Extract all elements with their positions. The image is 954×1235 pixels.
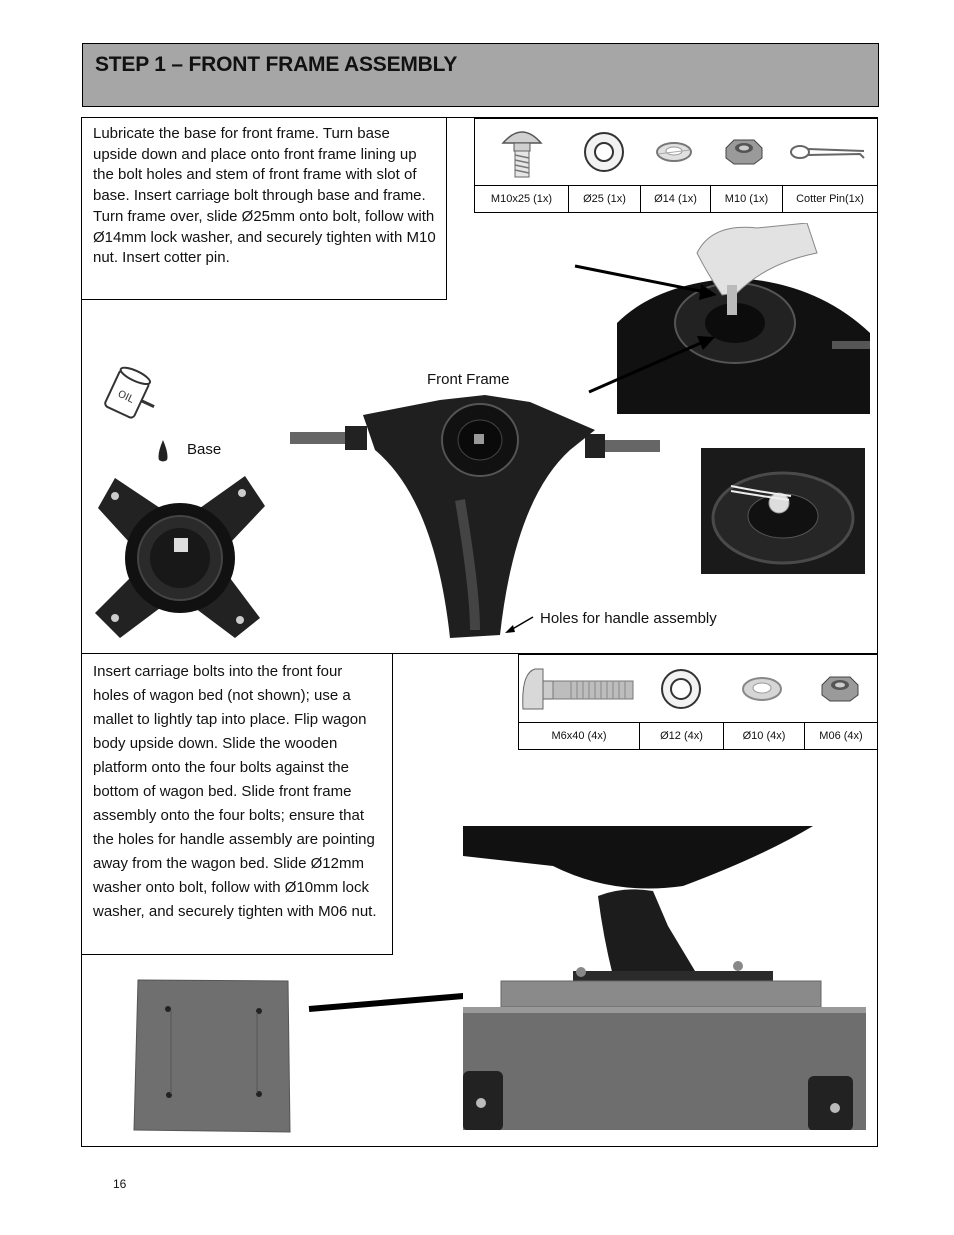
section1-parts-table bbox=[474, 118, 878, 213]
cotter-pin-closeup-photo bbox=[701, 448, 865, 574]
page-number: 16 bbox=[113, 1177, 127, 1191]
part-label: Ø25 (1x) bbox=[568, 186, 640, 212]
flat-washer-icon bbox=[639, 655, 722, 722]
oil-drop-icon bbox=[157, 440, 169, 467]
step-title: STEP 1 – FRONT FRAME ASSEMBLY bbox=[95, 53, 458, 76]
step-header bbox=[82, 43, 879, 107]
frame-assembly-photo bbox=[463, 826, 866, 1130]
oil-can-text: OIL bbox=[115, 388, 136, 406]
pointer-arrow-icon bbox=[573, 262, 723, 402]
carriage-bolt-short-icon bbox=[475, 119, 568, 185]
section2-instructions-box bbox=[81, 653, 393, 955]
section2-instructions: Insert carriage bolts into the front four holes of wagon bed (not shown); use a mallet to lightly tap into place. Flip wagon body upside down. Slide the wooden platform onto the four bolts against the bottom of wagon bed. Slide front frame assembly onto the four bolts; ensure that the holes for handle assembly are pointing away from the wagon bed. Slide Ø12mm washer onto bolt, follow with Ø10mm lock washer, and securely tighten with M06 nut. bbox=[93, 663, 377, 920]
base-photo bbox=[90, 468, 270, 648]
hex-nut-icon bbox=[708, 119, 779, 185]
front-frame-label: Front Frame bbox=[427, 371, 510, 388]
lock-washer-icon bbox=[639, 119, 708, 185]
part-label: Ø12 (4x) bbox=[639, 723, 723, 749]
holes-label: Holes for handle assembly bbox=[540, 610, 717, 627]
flat-washer-icon bbox=[568, 119, 639, 185]
cotter-pin-icon bbox=[779, 119, 877, 185]
wooden-platform-photo bbox=[128, 978, 293, 1140]
section1-instructions-box bbox=[81, 117, 447, 300]
hex-nut-icon bbox=[802, 655, 877, 722]
part-label: Ø10 (4x) bbox=[723, 723, 804, 749]
part-label: M10x25 (1x) bbox=[490, 193, 553, 205]
part-label: M10 (1x) bbox=[710, 186, 782, 212]
holes-arrow-icon bbox=[503, 615, 535, 640]
carriage-bolt-long-icon bbox=[519, 655, 639, 722]
lock-washer-icon bbox=[722, 655, 802, 722]
section1-instructions: Lubricate the base for front frame. Turn base upside down and place onto front frame lining up the bolt holes and stem of front frame with slot of base. Insert carriage bolt through base and frame. Turn frame over, slide Ø25mm onto bolt, follow with Ø14mm lock washer, and securely tighten with M10 nut. Insert cotter pin. bbox=[93, 125, 436, 267]
oil-can-icon bbox=[96, 362, 166, 437]
part-label: M06 (4x) bbox=[804, 723, 877, 749]
part-label: M6x40 (4x) bbox=[551, 730, 607, 742]
part-label: Ø14 (1x) bbox=[640, 186, 710, 212]
section2-parts-table bbox=[518, 654, 878, 750]
part-label: Cotter Pin(1x) bbox=[782, 186, 877, 212]
base-label: Base bbox=[187, 441, 222, 458]
